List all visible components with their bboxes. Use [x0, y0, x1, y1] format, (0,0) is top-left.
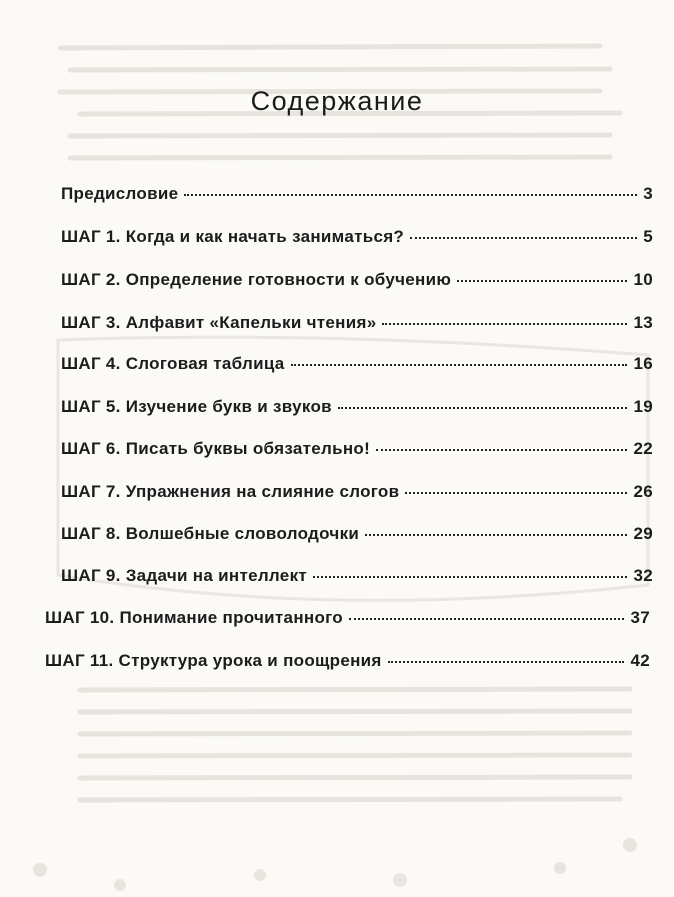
dot-leader [457, 280, 627, 282]
toc-entry-page: 16 [633, 354, 653, 373]
toc-entry-label: ШАГ 7. Упражнения на слияние слогов [61, 482, 400, 501]
toc-entry-page: 13 [633, 313, 653, 332]
toc-entry-label: ШАГ 4. Слоговая таблица [61, 354, 285, 373]
toc-entry-label: ШАГ 10. Понимание прочитанного [45, 608, 343, 627]
toc-entry-page: 32 [633, 566, 653, 585]
toc-entry[interactable] [61, 482, 653, 502]
toc-entry-page: 3 [643, 184, 653, 203]
toc-entry[interactable] [61, 227, 653, 247]
dot-leader [313, 576, 627, 578]
toc-entry-label: ШАГ 2. Определение готовности к обучению [61, 270, 452, 289]
toc-entry-page: 22 [633, 439, 653, 458]
toc-entry-label: ШАГ 6. Писать буквы обязательно! [61, 439, 371, 458]
page-title: Содержание [250, 86, 424, 116]
dot-leader [376, 449, 627, 451]
toc-entry[interactable] [61, 313, 653, 333]
toc-entry[interactable] [61, 354, 653, 374]
toc-entry-page: 42 [630, 651, 650, 670]
toc-entry[interactable] [61, 184, 653, 204]
toc-entry-label: ШАГ 11. Структура урока и поощрения [45, 651, 382, 670]
toc-entry[interactable] [61, 397, 653, 417]
dot-leader [382, 323, 627, 325]
dot-leader [291, 364, 628, 366]
toc-entry-page: 19 [633, 397, 653, 416]
toc-entry[interactable] [45, 651, 650, 671]
dot-leader [388, 661, 625, 663]
dot-leader [365, 534, 627, 536]
toc-entry-label: ШАГ 3. Алфавит «Капельки чтения» [61, 313, 377, 332]
dot-leader [405, 492, 627, 494]
dot-leader [410, 237, 637, 239]
toc-entry-page: 37 [630, 608, 650, 627]
toc-entry-page: 26 [633, 482, 653, 501]
toc-entry[interactable] [45, 608, 650, 628]
dot-leader [338, 407, 628, 409]
toc-entry-label: ШАГ 9. Задачи на интеллект [61, 566, 307, 585]
toc-entry[interactable] [61, 566, 653, 586]
dot-leader [349, 618, 625, 620]
dot-leader [184, 194, 637, 196]
toc-entry-page: 10 [633, 270, 653, 289]
toc-entry-label: ШАГ 8. Волшебные словолодочки [61, 524, 360, 543]
toc-entry[interactable] [61, 439, 653, 459]
toc-entry-label: Предисловие [61, 184, 179, 203]
toc-entry[interactable] [61, 524, 653, 544]
toc-entry-label: ШАГ 5. Изучение букв и звуков [61, 397, 332, 416]
toc-entry[interactable] [61, 270, 653, 290]
toc-entry-label: ШАГ 1. Когда и как начать заниматься? [61, 227, 405, 246]
toc-entry-page: 29 [633, 524, 653, 543]
toc-entry-page: 5 [643, 227, 653, 246]
